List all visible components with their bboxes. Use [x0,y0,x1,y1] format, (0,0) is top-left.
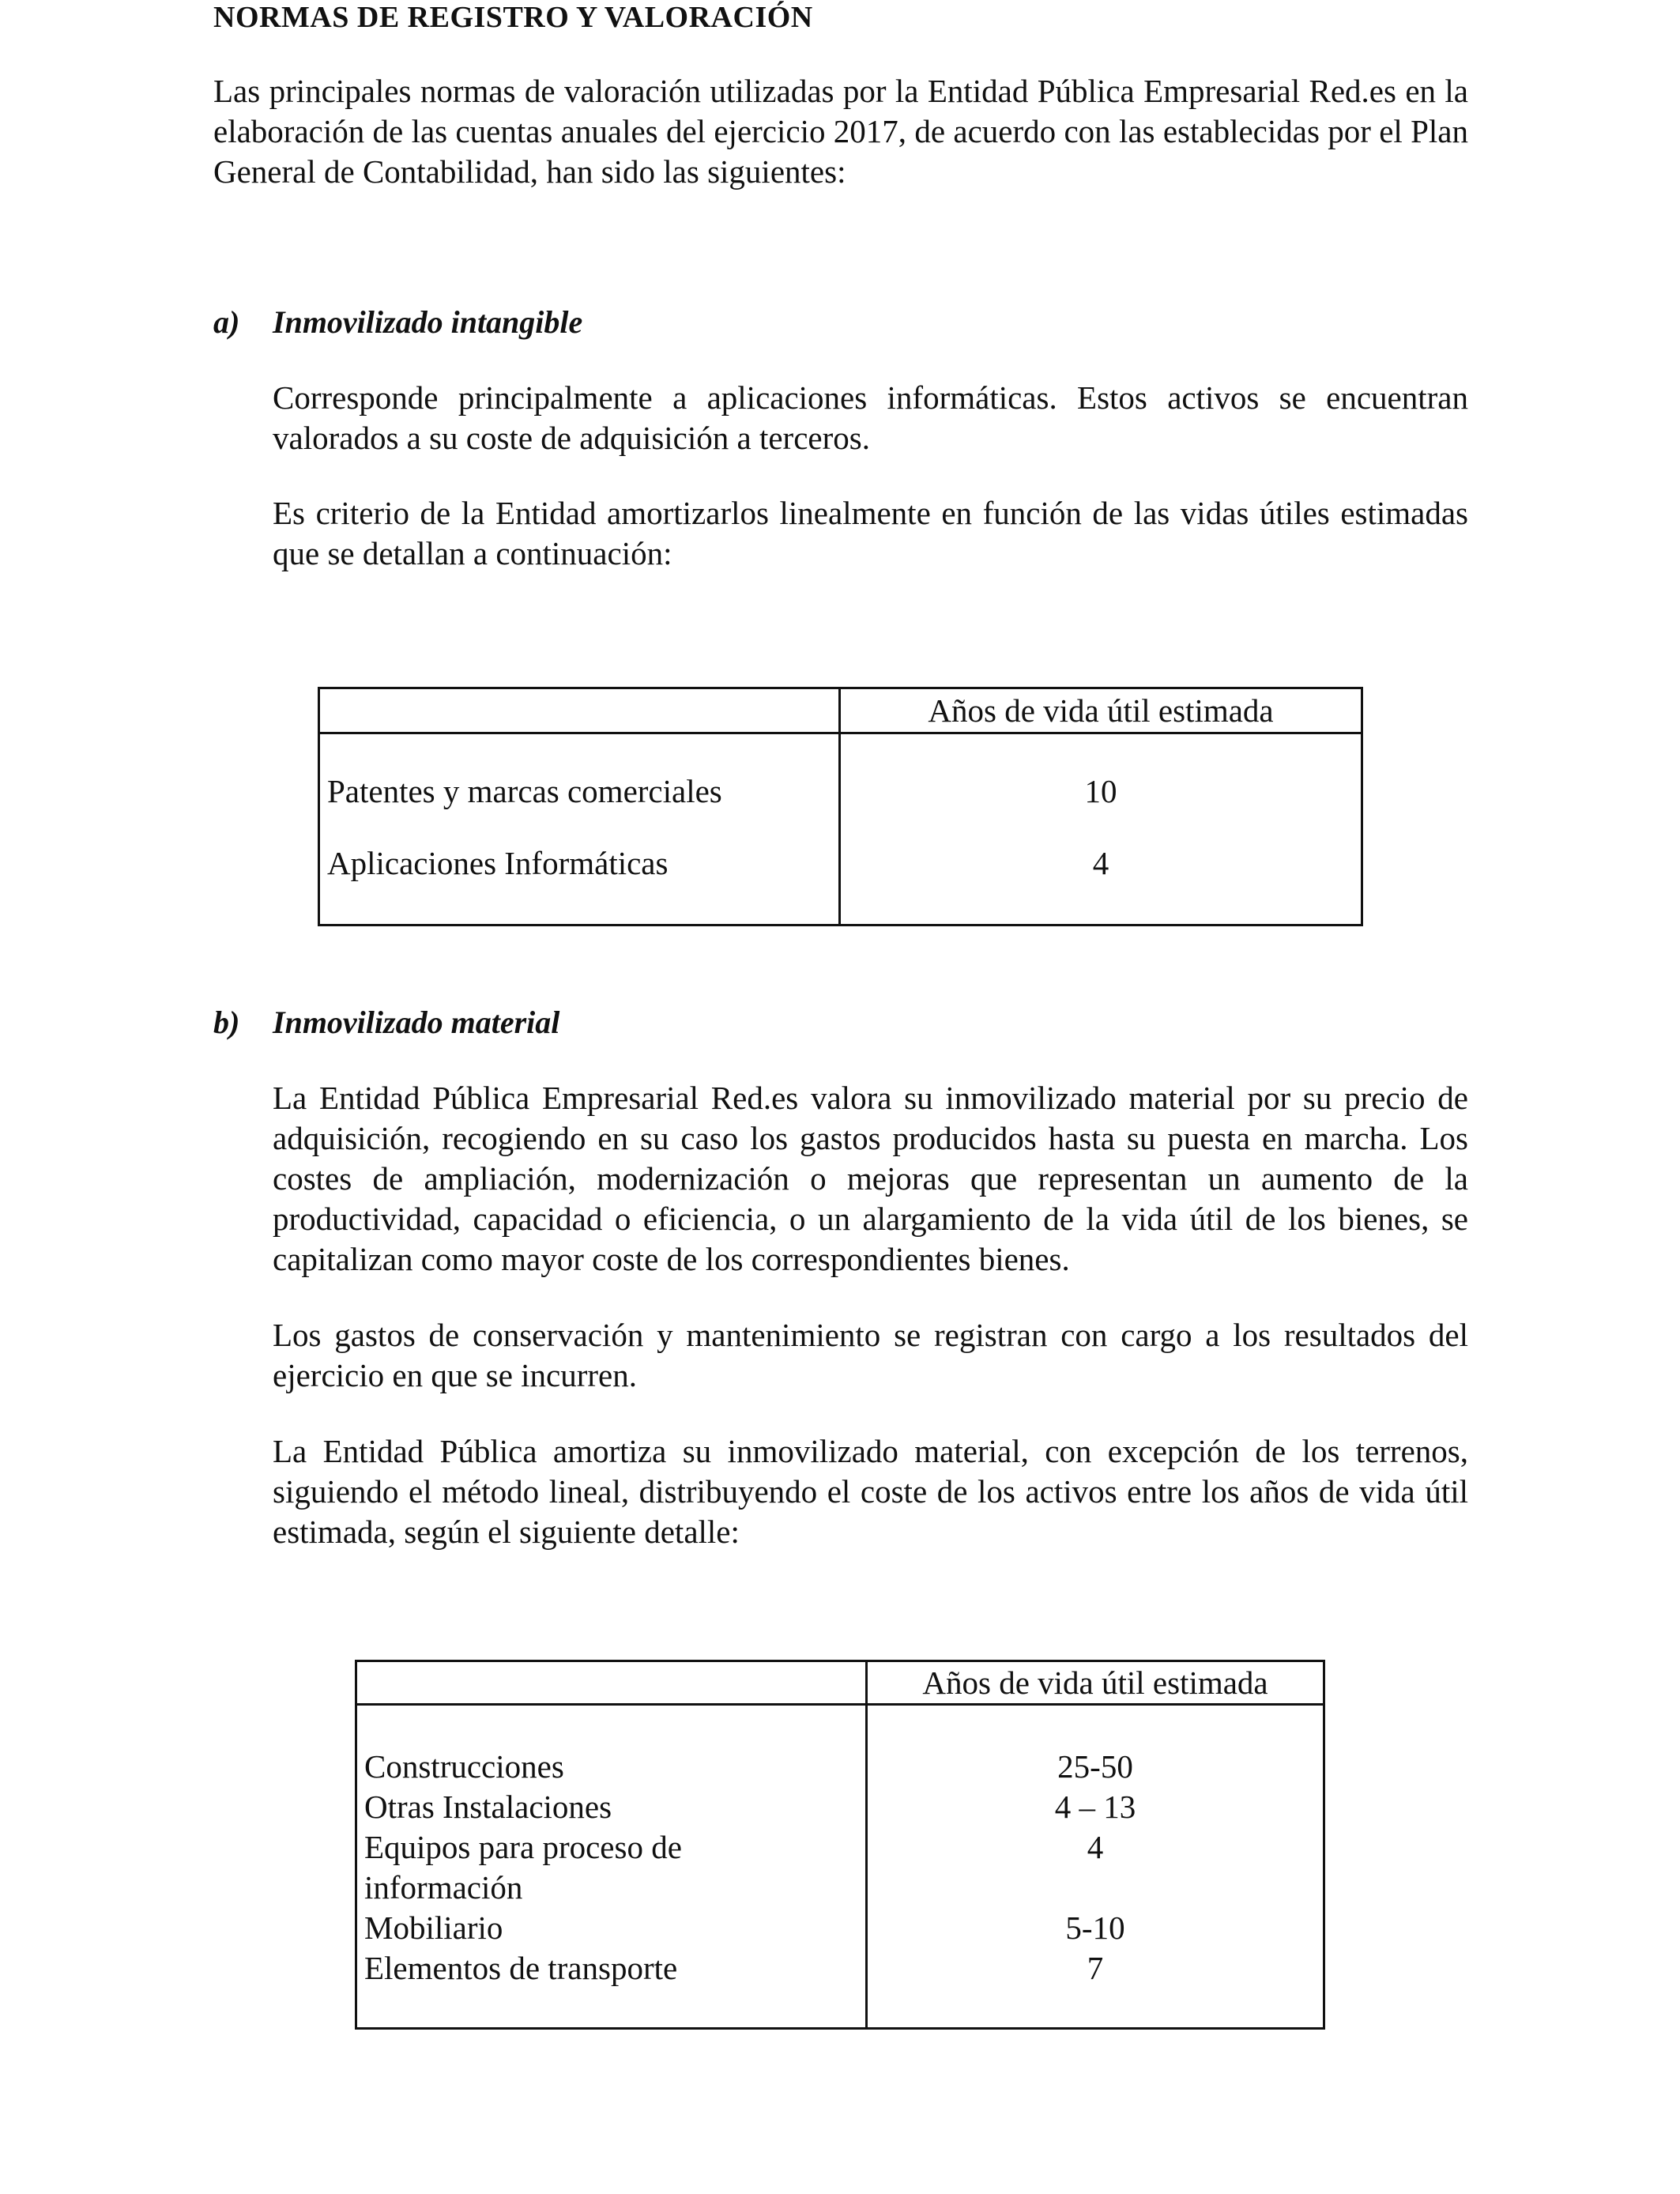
section-b-paragraph-1: La Entidad Pública Empresarial Red.es valora su inmovilizado material por su precio de adquisición, recogiendo en su caso los gastos producidos hasta su puesta en marcha. Los costes de ampliación, modernización o mejoras que representan un aumento de la productividad, capacidad o eficiencia, o un alargamiento de la vida útil de los bienes, se capitalizan como mayor coste de los correspondientes bienes. [273,1080,1468,1277]
table-row: Otras Instalaciones [364,1789,612,1825]
table-row: Elementos de transporte [364,1950,678,1986]
section-a-paragraph-1: Corresponde principalmente a aplicaciones informáticas. Estos activos se encuentran valorados a su coste de adquisición a terceros. [273,379,1468,456]
section-b-paragraph-3: La Entidad Pública amortiza su inmovilizado material, con excepción de los terrenos, siguiendo el método lineal, distribuyendo el coste de los activos entre los años de vida útil estimada, según el siguiente detalle: [273,1433,1468,1550]
table-row: información [364,1869,523,1906]
table-header-divider [320,732,1361,734]
section-b-paragraph-2: Los gastos de conservación y mantenimiento se registran con cargo a los resultados del ejercicio en que se incurren. [273,1317,1468,1393]
table-row-value: 25-50 [1057,1748,1133,1785]
table-row-value: 10 [1084,773,1117,809]
table-row: Construcciones [364,1748,564,1785]
section-a-title: Inmovilizado intangible [273,304,583,340]
table-row-value: 7 [1087,1950,1104,1986]
table-header: Años de vida útil estimada [928,692,1274,729]
table-row: Equipos para proceso de [364,1829,682,1865]
table-row: Patentes y marcas comerciales [327,773,722,809]
table-header: Años de vida útil estimada [922,1664,1268,1701]
section-b-title: Inmovilizado material [273,1005,560,1040]
section-a-paragraph-2: Es criterio de la Entidad amortizarlos linealmente en función de las vidas útiles estimadas que se detallan a continuación: [273,495,1468,571]
page-title: NORMAS DE REGISTRO Y VALORACIÓN [213,1,813,34]
table-row-value: 5-10 [1065,1909,1125,1946]
section-a-marker: a) [213,304,240,340]
table-header-divider [357,1703,1323,1706]
intangible-life-table [318,687,1363,926]
table-row-value: 4 – 13 [1054,1789,1136,1825]
material-life-table [355,1660,1325,2030]
table-row: Aplicaciones Informáticas [327,845,669,881]
table-row-value: 4 [1087,1829,1104,1865]
section-b-marker: b) [213,1005,240,1040]
table-row-value: 4 [1092,845,1109,881]
table-row: Mobiliario [364,1909,503,1946]
intro-paragraph: Las principales normas de valoración utilizadas por la Entidad Pública Empresarial Red.es en la elaboración de las cuentas anuales del ejercicio 2017, de acuerdo con las establecidas por el Plan General de Contabilidad, han sido las siguientes: [213,73,1468,190]
